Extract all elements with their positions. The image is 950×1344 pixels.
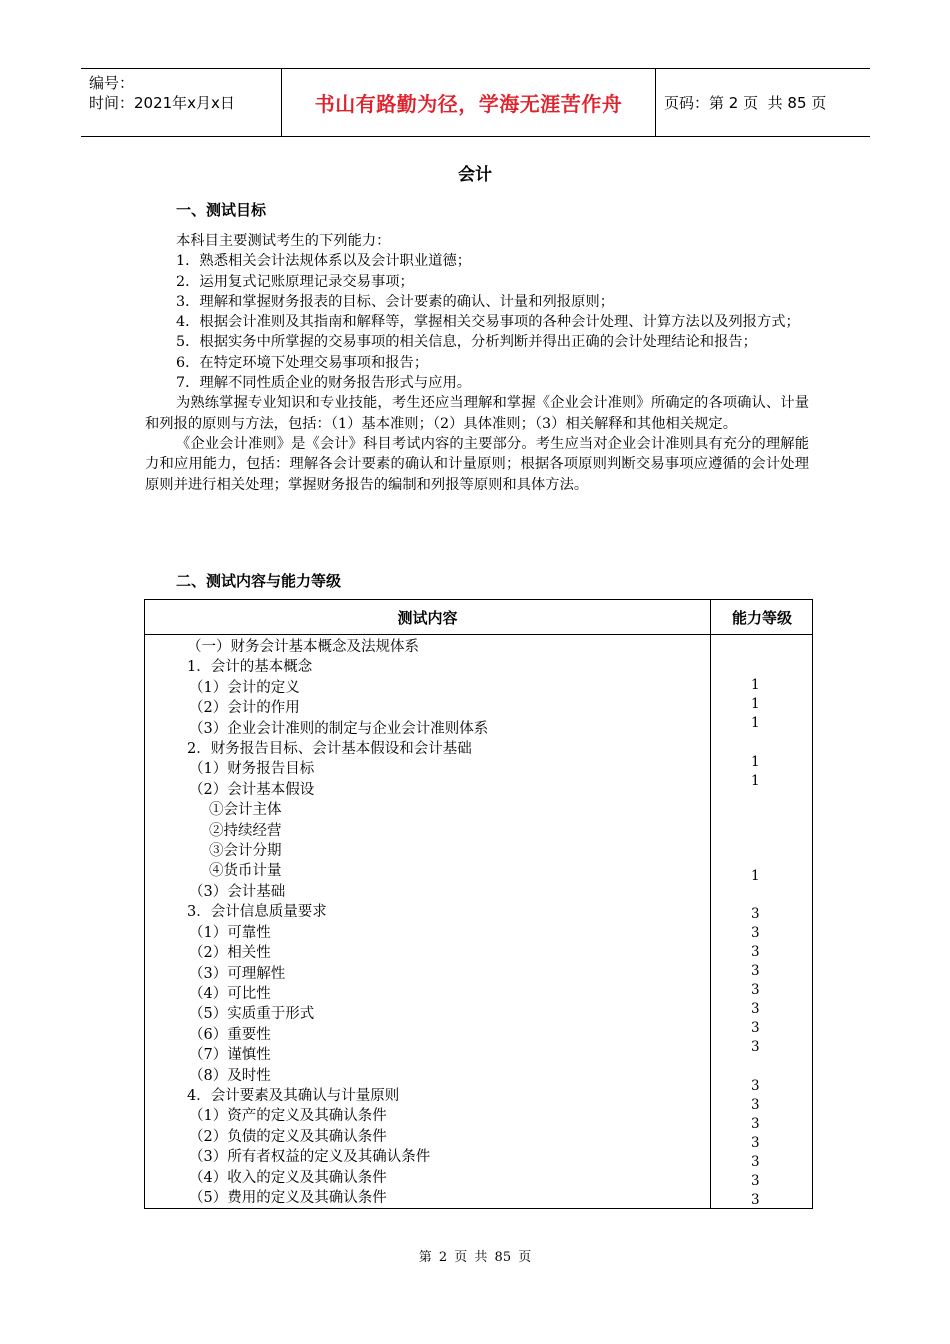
table-level-value: 3 <box>751 1116 760 1132</box>
section-goals-body <box>145 231 809 495</box>
table-header-level: 能力等级 <box>731 608 792 627</box>
paragraph: 本科目主要测试考生的下列能力： <box>176 233 391 249</box>
table-content-row: 2．财务报告目标、会计基本假设和会计基础 <box>187 741 472 758</box>
page-footer: 第 2 页 共 85 页 <box>418 1250 532 1265</box>
table-level-value: 3 <box>751 963 760 979</box>
table-level-value: 1 <box>751 773 760 789</box>
table-level-value: 1 <box>751 677 760 693</box>
table-content-row: （3）所有者权益的定义及其确认条件 <box>189 1149 431 1166</box>
table-level-value: 3 <box>751 1097 760 1113</box>
table-level-value: 3 <box>751 1154 760 1170</box>
table-content-column <box>145 637 705 1208</box>
paragraph: 5．根据实务中所掌握的交易事项的相关信息，分析判断并得出正确的会计处理结论和报告； <box>176 334 757 351</box>
table-content-row: （5）实质重于形式 <box>189 1006 315 1023</box>
header-number-label: 编号： <box>89 74 135 92</box>
table-content-row: （5）费用的定义及其确认条件 <box>189 1189 387 1206</box>
header-page-info <box>664 69 826 136</box>
table-content-row: （6）重要性 <box>189 1026 271 1043</box>
table-content-row: （一）财务会计基本概念及法规体系 <box>187 639 419 655</box>
table-level-value: 3 <box>751 1020 760 1036</box>
header-page-total: 共 85 页 <box>767 94 827 112</box>
table-content-row: ④货币计量 <box>209 863 282 880</box>
table-content-row: （1）资产的定义及其确认条件 <box>189 1108 387 1125</box>
table-content-row: （2）负债的定义及其确认条件 <box>189 1128 387 1145</box>
table-content-row: （4）收入的定义及其确认条件 <box>189 1169 387 1186</box>
table-content-row: （1）财务报告目标 <box>189 761 315 778</box>
header-divider-right <box>655 69 656 136</box>
table-level-value: 3 <box>751 944 760 960</box>
header-time-label: 时间：2021年x月x日 <box>89 94 235 112</box>
table-content-row: （1）会计的定义 <box>189 679 300 696</box>
table-level-value: 3 <box>751 1001 760 1017</box>
paragraph: 1．熟悉相关会计法规体系以及会计职业道德； <box>176 253 472 270</box>
table-content-row: （2）会计的作用 <box>189 700 300 717</box>
paragraph: 3．理解和掌握财务报表的目标、会计要素的确认、计量和列报原则； <box>176 293 614 310</box>
paragraph: 4．根据会计准则及其指南和解释等，掌握相关交易事项的各种会计处理、计算方法以及列报方式； <box>176 314 800 331</box>
document-header <box>81 68 870 137</box>
table-content-row: （2）会计基本假设 <box>189 781 315 798</box>
paragraph: 2．运用复式记账原理记录交易事项； <box>176 273 414 290</box>
paragraph: 7．理解不同性质企业的财务报告形式与应用。 <box>176 375 472 392</box>
header-motto: 书山有路勤为径，学海无涯苦作舟 <box>314 92 623 116</box>
table-level-value: 3 <box>751 1173 760 1189</box>
paragraph: 6．在特定环境下处理交易事项和报告； <box>176 354 429 371</box>
table-level-value: 1 <box>751 715 760 731</box>
table-level-value: 3 <box>751 982 760 998</box>
table-level-value: 3 <box>751 925 760 941</box>
table-level-column <box>711 600 813 1208</box>
table-content-row: （4）可比性 <box>189 985 271 1002</box>
table-content-row: ①会计主体 <box>209 802 282 819</box>
header-page-current: 第 2 页 <box>709 94 759 112</box>
table-content-row: ②持续经营 <box>209 822 282 839</box>
table-level-value: 1 <box>751 754 760 770</box>
table-level-value: 3 <box>751 1192 760 1208</box>
table-level-value: 1 <box>751 696 760 712</box>
table-content-row: （8）及时性 <box>189 1067 271 1084</box>
table-level-value: 3 <box>751 1078 760 1094</box>
content-level-table <box>144 599 813 1209</box>
table-content-row: 3．会计信息质量要求 <box>187 904 327 921</box>
table-content-row: 4．会计要素及其确认与计量原则 <box>187 1087 400 1104</box>
page-title: 会计 <box>458 165 492 185</box>
table-level-value: 1 <box>751 868 760 884</box>
table-level-value: 3 <box>751 906 760 922</box>
table-content-row: 1．会计的基本概念 <box>187 659 313 676</box>
header-meta <box>89 73 235 113</box>
table-header-content: 测试内容 <box>397 608 458 627</box>
table-content-row: （3）可理解性 <box>189 965 286 982</box>
paragraph: 《企业会计准则》是《会计》科目考试内容的主要部分。考生应当对企业会计准则具有充分的理解能力和应用能力，包括：理解各会计要素的确认和计量原则；根据各项原则判断交易事项应遵循的会计处理原则并进行相关处理；掌握财务报告的编制和列报等原则和具体方法。 <box>145 435 809 493</box>
table-content-row: （3）会计基础 <box>189 883 286 900</box>
paragraph: 为熟练掌握专业知识和专业技能，考生还应当理解和掌握《企业会计准则》所确定的各项确认、计量和列报的原则与方法，包括：（1）基本准则；（2）具体准则；（3）相关解释和其他相关规定。 <box>145 395 809 432</box>
table-content-row: （3）企业会计准则的制定与企业会计准则体系 <box>189 720 489 737</box>
table-content-row: （7）谨慎性 <box>189 1047 271 1064</box>
table-content-row: （1）可靠性 <box>189 924 271 941</box>
header-page-label: 页码： <box>664 94 710 112</box>
table-content-row: （2）相关性 <box>189 945 271 962</box>
table-level-value: 3 <box>751 1135 760 1151</box>
section-heading-goals: 一、测试目标 <box>176 201 267 219</box>
table-level-value: 3 <box>751 1039 760 1055</box>
table-content-row: ③会计分期 <box>209 843 282 860</box>
section-heading-content: 二、测试内容与能力等级 <box>176 572 342 590</box>
